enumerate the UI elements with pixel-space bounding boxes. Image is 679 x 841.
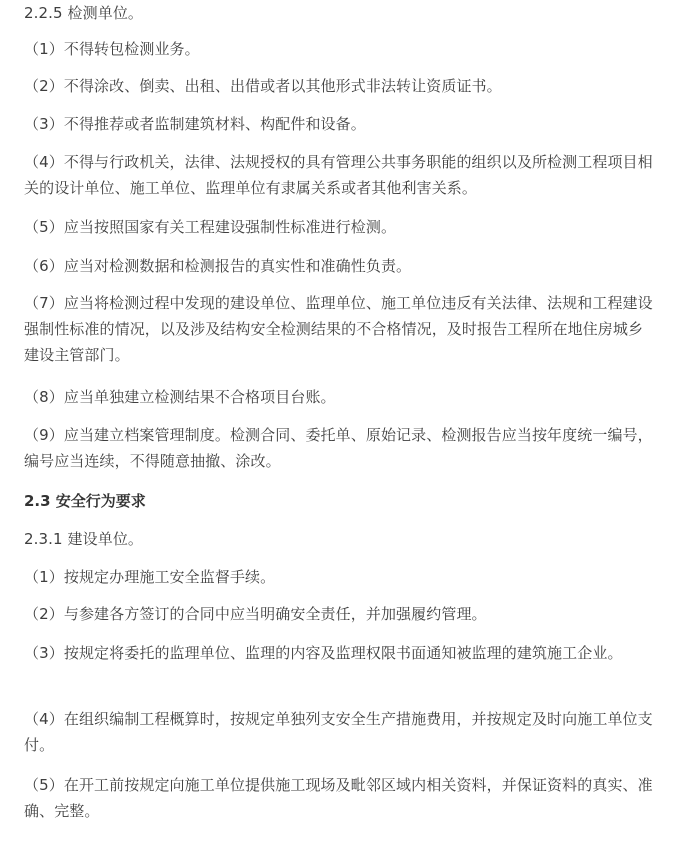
item-2-3-1-3: （3）按规定将委托的监理单位、监理的内容及监理权限书面通知被监理的建筑施工企业。 [24,644,623,662]
item-2-2-5-5: （5）应当按照国家有关工程建设强制性标准进行检测。 [24,218,397,236]
section-2-3-heading: 2.3 安全行为要求 [24,492,146,510]
item-2-2-5-8: （8）应当单独建立检测结果不合格项目台账。 [24,388,336,406]
item-2-2-5-6: （6）应当对检测数据和检测报告的真实性和准确性负责。 [24,257,412,275]
section-2-3-1-title: 2.3.1 建设单位。 [24,530,144,548]
item-2-2-5-7: （7）应当将检测过程中发现的建设单位、监理单位、施工单位违反有关法律、法规和工程建设强制性标准的情况，以及涉及结构安全检测结果的不合格情况，及时报告工程所在地住房城乡建设主管部门。 [24,294,653,364]
item-2-3-1-5: （5）在开工前按规定向施工单位提供施工现场及毗邻区域内相关资料，并保证资料的真实、准确、完整。 [24,776,653,820]
item-2-3-1-4: （4）在组织编制工程概算时，按规定单独列支安全生产措施费用，并按规定及时向施工单位支付。 [24,710,653,754]
item-2-2-5-3: （3）不得推荐或者监制建筑材料、构配件和设备。 [24,115,366,133]
item-2-2-5-1: （1）不得转包检测业务。 [24,40,200,58]
item-2-2-5-4: （4）不得与行政机关，法律、法规授权的具有管理公共事务职能的组织以及所检测工程项目相关的设计单位、施工单位、监理单位有隶属关系或者其他利害关系。 [24,153,653,197]
item-2-3-1-1: （1）按规定办理施工安全监督手续。 [24,568,276,586]
item-2-3-1-2: （2）与参建各方签订的合同中应当明确安全责任，并加强履约管理。 [24,605,487,623]
item-2-2-5-2: （2）不得涂改、倒卖、出租、出借或者以其他形式非法转让资质证书。 [24,77,502,95]
item-2-2-5-9: （9）应当建立档案管理制度。检测合同、委托单、原始记录、检测报告应当按年度统一编号，编号应当连续，不得随意抽撤、涂改。 [24,426,653,470]
section-2-2-5-title: 2.2.5 检测单位。 [24,4,144,22]
